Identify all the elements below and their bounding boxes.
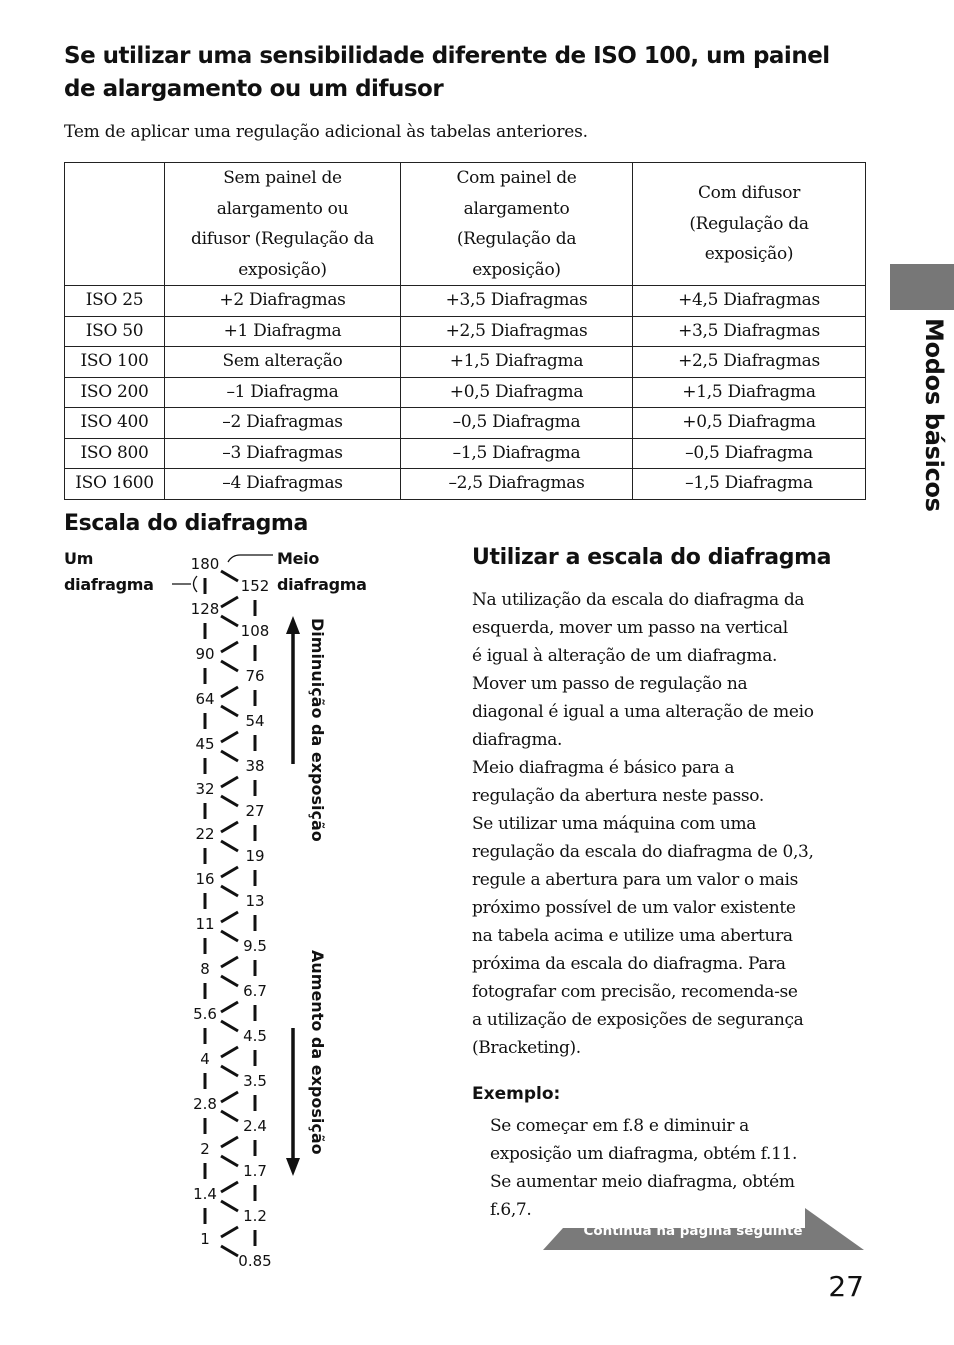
half-stop-diagonal <box>221 616 238 626</box>
aperture-right-value: 1.7 <box>243 1162 267 1180</box>
aperture-right-value: 38 <box>245 757 265 775</box>
aperture-right-value: 9.5 <box>243 937 267 955</box>
half-stop-diagonal <box>221 796 238 806</box>
aperture-left-value: 128 <box>190 600 220 618</box>
page-number: 27 <box>828 1270 864 1303</box>
iso-value-cell: ISO 400 <box>65 408 165 439</box>
half-stop-diagonal <box>221 886 238 896</box>
aperture-left-value: 180 <box>190 555 220 573</box>
half-stop-diagonal <box>221 1182 238 1192</box>
aperture-left-value: 2.8 <box>193 1095 217 1113</box>
usage-line: regule a abertura para um valor o mais <box>472 870 798 890</box>
usage-heading: Utilizar a escala do diafragma <box>472 545 832 570</box>
label-line: Um <box>64 549 94 568</box>
usage-line: Mover um passo de regulação na <box>472 674 748 694</box>
half-stop-diagonal <box>221 822 238 832</box>
title-line: Se utilizar uma sensibilidade diferente de ISO 100, um painel <box>64 43 830 69</box>
half-stop-diagonal <box>221 1092 238 1102</box>
aperture-left-value: 11 <box>195 915 215 933</box>
half-stop-diagonal <box>221 706 238 716</box>
half-stop-diagonal <box>221 1047 238 1057</box>
half-stop-diagonal <box>221 751 238 761</box>
aperture-left-value: 64 <box>195 690 215 708</box>
half-stop-diagonal <box>221 732 238 742</box>
aperture-left-value: 1 <box>200 1230 210 1248</box>
aperture-right-value: 2.4 <box>243 1117 267 1135</box>
adjustment-cell: –1,5 Diafragma <box>633 469 866 500</box>
usage-line: na tabela acima e utilize uma abertura <box>472 926 793 946</box>
adjustment-cell: –0,5 Diafragma <box>401 408 633 439</box>
title-line: de alargamento ou um difusor <box>64 76 444 102</box>
half-stop-diagonal <box>221 1111 238 1121</box>
aperture-right-value: 19 <box>245 847 265 865</box>
example-heading: Exemplo: <box>472 1084 561 1104</box>
adjustment-cell: –1,5 Diafragma <box>401 438 633 469</box>
aperture-right-value: 76 <box>245 667 265 685</box>
label-line: diafragma <box>64 575 154 594</box>
usage-line: Meio diafragma é básico para a <box>472 758 735 778</box>
half-stop-diagonal <box>221 661 238 671</box>
iso-value-cell: ISO 1600 <box>65 469 165 500</box>
example-line: exposição um diafragma, obtém f.11. <box>490 1144 798 1164</box>
header-line: exposição) <box>704 244 794 265</box>
aperture-left-value: 45 <box>195 735 215 753</box>
example-line: Se aumentar meio diafragma, obtém <box>490 1172 795 1192</box>
aperture-right-value: 0.85 <box>238 1252 272 1270</box>
aperture-right-value: 54 <box>245 712 265 730</box>
half-stop-diagonal <box>221 867 238 877</box>
arrow-down-label: Aumento da exposição <box>308 950 327 1155</box>
half-stop-diagonal <box>221 571 238 581</box>
aperture-right-value: 108 <box>240 622 270 640</box>
usage-line: é igual à alteração de um diafragma. <box>472 646 778 666</box>
example-line: Se começar em f.8 e diminuir a <box>490 1116 749 1136</box>
usage-line: regulação da escala do diafragma de 0,3, <box>472 842 814 862</box>
header-line: Sem painel de <box>223 168 342 188</box>
aperture-right-value: 13 <box>245 892 265 910</box>
header-line: Com difusor <box>697 183 801 204</box>
half-stop-diagonal <box>221 777 238 787</box>
aperture-left-value: 8 <box>200 960 210 978</box>
header-line: difusor (Regulação da <box>191 229 374 249</box>
adjustment-cell: +1 Diafragma <box>165 316 401 347</box>
usage-line: Na utilização da escala do diafragma da <box>472 590 805 610</box>
usage-line: diafragma. <box>472 730 563 750</box>
adjustment-cell: +2,5 Diafragmas <box>633 347 866 378</box>
half-stop-diagonal <box>221 1227 238 1237</box>
aperture-right-value: 3.5 <box>243 1072 267 1090</box>
adjustment-cell: –1 Diafragma <box>165 377 401 408</box>
adjustment-cell: +4,5 Diafragmas <box>633 286 866 317</box>
header-line: exposição) <box>472 259 561 280</box>
half-stop-diagonal <box>221 976 238 986</box>
half-stop-diagonal <box>221 597 238 607</box>
iso-value-cell: ISO 50 <box>65 316 165 347</box>
aperture-left-value: 90 <box>195 645 215 663</box>
usage-line: diagonal é igual a uma alteração de meio <box>472 702 814 722</box>
one-stop-pointer <box>172 576 197 592</box>
adjustment-cell: –3 Diafragmas <box>165 438 401 469</box>
half-stop-diagonal <box>221 1201 238 1211</box>
label-line: Meio <box>277 549 320 568</box>
adjustment-cell: +1,5 Diafragma <box>633 377 866 408</box>
half-stop-diagonal <box>221 1246 238 1256</box>
usage-line: regulação da abertura neste passo. <box>472 786 764 806</box>
adjustment-cell: +1,5 Diafragma <box>401 347 633 378</box>
adjustment-cell: –0,5 Diafragma <box>633 438 866 469</box>
arrow-up-icon <box>286 616 300 634</box>
half-stop-pointer <box>228 555 273 562</box>
arrow-up-label: Diminuição da exposição <box>308 618 327 842</box>
aperture-left-value: 4 <box>200 1050 210 1068</box>
header-line: alargamento <box>463 198 570 219</box>
adjustment-cell: +3,5 Diafragmas <box>401 286 633 317</box>
adjustment-cell: +0,5 Diafragma <box>401 377 633 408</box>
iso-value-cell: ISO 200 <box>65 377 165 408</box>
aperture-left-value: 22 <box>195 825 215 843</box>
adjustment-cell: +2,5 Diafragmas <box>401 316 633 347</box>
aperture-left-value: 1.4 <box>193 1185 217 1203</box>
adjustment-cell: +0,5 Diafragma <box>633 408 866 439</box>
header-line: alargamento ou <box>216 198 349 219</box>
adjustment-cell: –2,5 Diafragmas <box>401 469 633 500</box>
aperture-left-value: 32 <box>195 780 215 798</box>
aperture-left-value: 16 <box>195 870 215 888</box>
adjustment-cell: Sem alteração <box>165 347 401 378</box>
half-stop-diagonal <box>221 687 238 697</box>
usage-text <box>472 586 872 1062</box>
half-stop-diagonal <box>221 642 238 652</box>
usage-line: próxima da escala do diafragma. Para <box>472 954 786 974</box>
scale-heading: Escala do diafragma <box>64 511 308 536</box>
arrow-down-icon <box>286 1158 300 1176</box>
aperture-right-value: 152 <box>240 577 270 595</box>
adjustment-cell: +2 Diafragmas <box>165 286 401 317</box>
header-line: exposição) <box>238 259 327 280</box>
half-stop-diagonal <box>221 931 238 941</box>
header-line: (Regulação da <box>689 213 809 234</box>
aperture-left-value: 5.6 <box>193 1005 217 1023</box>
intro-text: Tem de aplicar uma regulação adicional às tabelas anteriores. <box>64 122 588 142</box>
usage-line: Se utilizar uma máquina com uma <box>472 814 757 834</box>
half-stop-diagonal <box>221 1021 238 1031</box>
aperture-right-value: 1.2 <box>243 1207 267 1225</box>
iso-value-cell: ISO 25 <box>65 286 165 317</box>
example-line: f.6,7. <box>490 1200 532 1220</box>
continue-label: Continua na página seguinte <box>583 1223 803 1239</box>
adjustment-cell: +3,5 Diafragmas <box>633 316 866 347</box>
usage-line: (Bracketing). <box>472 1038 581 1058</box>
header-line: (Regulação da <box>456 229 577 249</box>
aperture-right-value: 27 <box>245 802 265 820</box>
half-stop-diagonal <box>221 1002 238 1012</box>
usage-line: fotografar com precisão, recomenda-se <box>472 982 798 1002</box>
half-stop-diagonal <box>221 1156 238 1166</box>
adjustment-cell: –4 Diafragmas <box>165 469 401 500</box>
adjustment-cell: –2 Diafragmas <box>165 408 401 439</box>
half-stop-diagonal <box>221 1066 238 1076</box>
aperture-left-value: 2 <box>200 1140 210 1158</box>
iso-value-cell: ISO 800 <box>65 438 165 469</box>
half-stop-diagonal <box>221 841 238 851</box>
aperture-right-value: 6.7 <box>243 982 267 1000</box>
half-stop-diagonal <box>221 912 238 922</box>
usage-line: a utilização de exposições de segurança <box>472 1010 804 1030</box>
header-line: Com painel de <box>456 168 577 188</box>
half-stop-diagonal <box>221 1137 238 1147</box>
usage-line: esquerda, mover um passo na vertical <box>472 618 788 638</box>
label-line: diafragma <box>277 575 367 594</box>
iso-value-cell: ISO 100 <box>65 347 165 378</box>
half-stop-diagonal <box>221 957 238 967</box>
section-tab-label: Modos básicos <box>920 318 948 512</box>
usage-line: próximo possível de um valor existente <box>472 898 796 918</box>
aperture-right-value: 4.5 <box>243 1027 267 1045</box>
